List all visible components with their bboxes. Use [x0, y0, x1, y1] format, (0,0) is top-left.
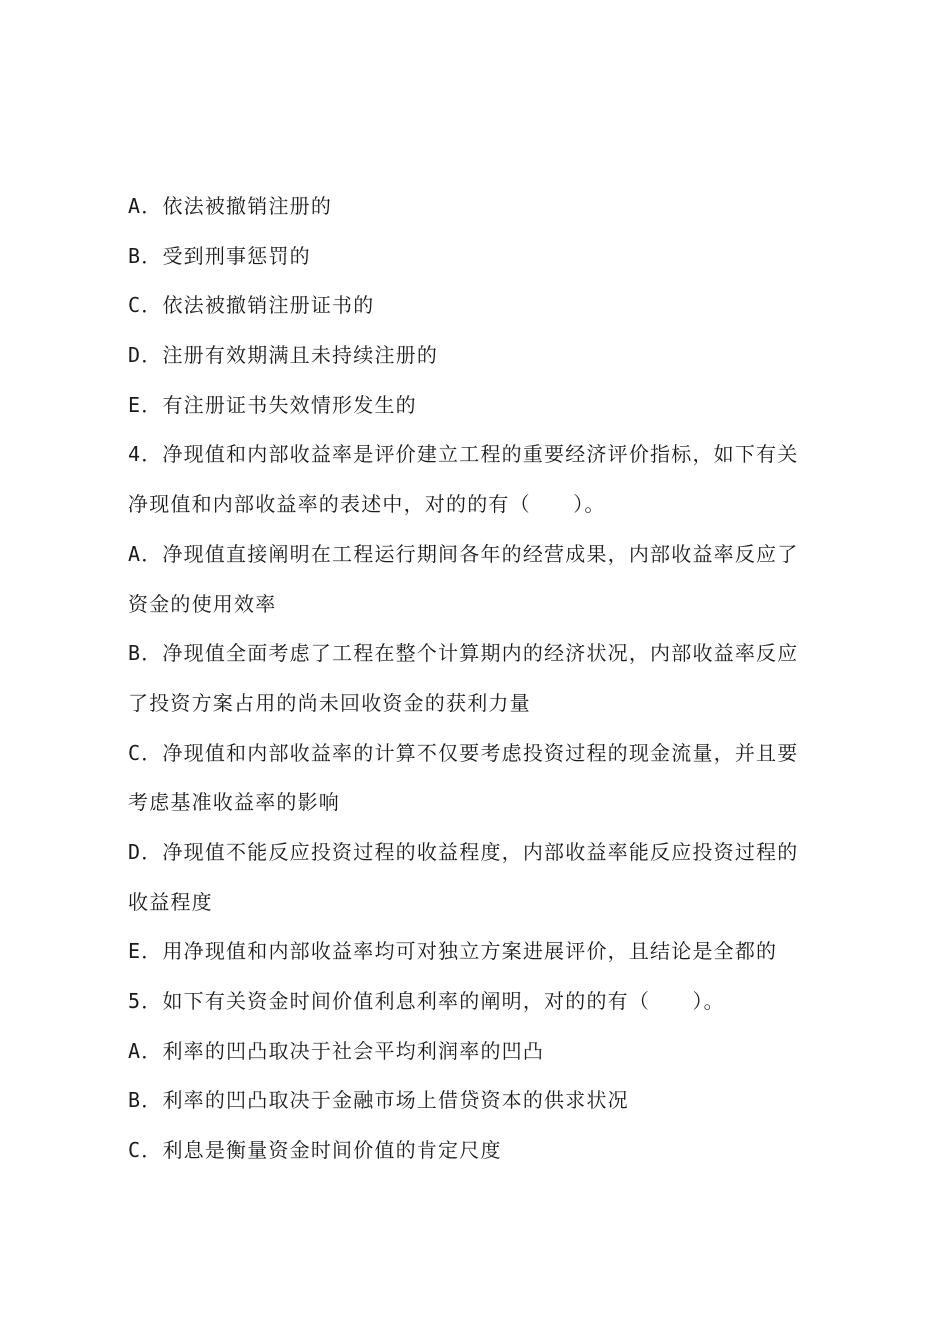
- document-body: [128, 182, 832, 1176]
- option-b-q3: B．受到刑事惩罚的: [128, 243, 311, 268]
- question-4-line-2: 净现值和内部收益率的表述中，对的的有（ ）。: [128, 492, 606, 517]
- option-b-q5: B．利率的凹凸取决于金融市场上借贷资本的供求状况: [128, 1088, 629, 1113]
- option-b-q4-line-1: B．净现值全面考虑了工程在整个计算期内的经济状况，内部收益率反应: [128, 641, 799, 666]
- option-a-q4-line-2: 资金的使用效率: [128, 591, 277, 616]
- question-4-line-1: 4．净现值和内部收益率是评价建立工程的重要经济评价指标，如下有关: [128, 442, 799, 467]
- option-c-q3: C．依法被撤销注册证书的: [128, 293, 375, 318]
- option-a-q3: A．依法被撤销注册的: [128, 194, 333, 218]
- option-b-q4-line-2: 了投资方案占用的尚未回收资金的获利力量: [128, 690, 531, 715]
- option-c-q4-line-2: 考虑基准收益率的影响: [128, 790, 340, 815]
- option-c-q5: C．利息是衡量资金时间价值的肯定尺度: [128, 1138, 502, 1163]
- option-d-q3: D．注册有效期满且未持续注册的: [128, 343, 439, 368]
- option-e-q4: E．用净现值和内部收益率均可对独立方案进展评价，且结论是全都的: [128, 939, 778, 964]
- option-c-q4-line-1: C．净现值和内部收益率的计算不仅要考虑投资过程的现金流量，并且要: [128, 740, 799, 765]
- option-a-q5: A．利率的凹凸取决于社会平均利润率的凹凸: [128, 1038, 545, 1063]
- option-a-q4-line-1: A．净现值直接阐明在工程运行期间各年的经营成果，内部收益率反应了: [128, 541, 799, 566]
- option-e-q3: E．有注册证书失效情形发生的: [128, 392, 417, 417]
- option-d-q4-line-1: D．净现值不能反应投资过程的收益程度，内部收益率能反应投资过程的: [128, 839, 799, 864]
- question-5: 5．如下有关资金时间价值利息利率的阐明，对的的有（ ）。: [128, 989, 725, 1013]
- option-d-q4-line-2: 收益程度: [128, 889, 213, 914]
